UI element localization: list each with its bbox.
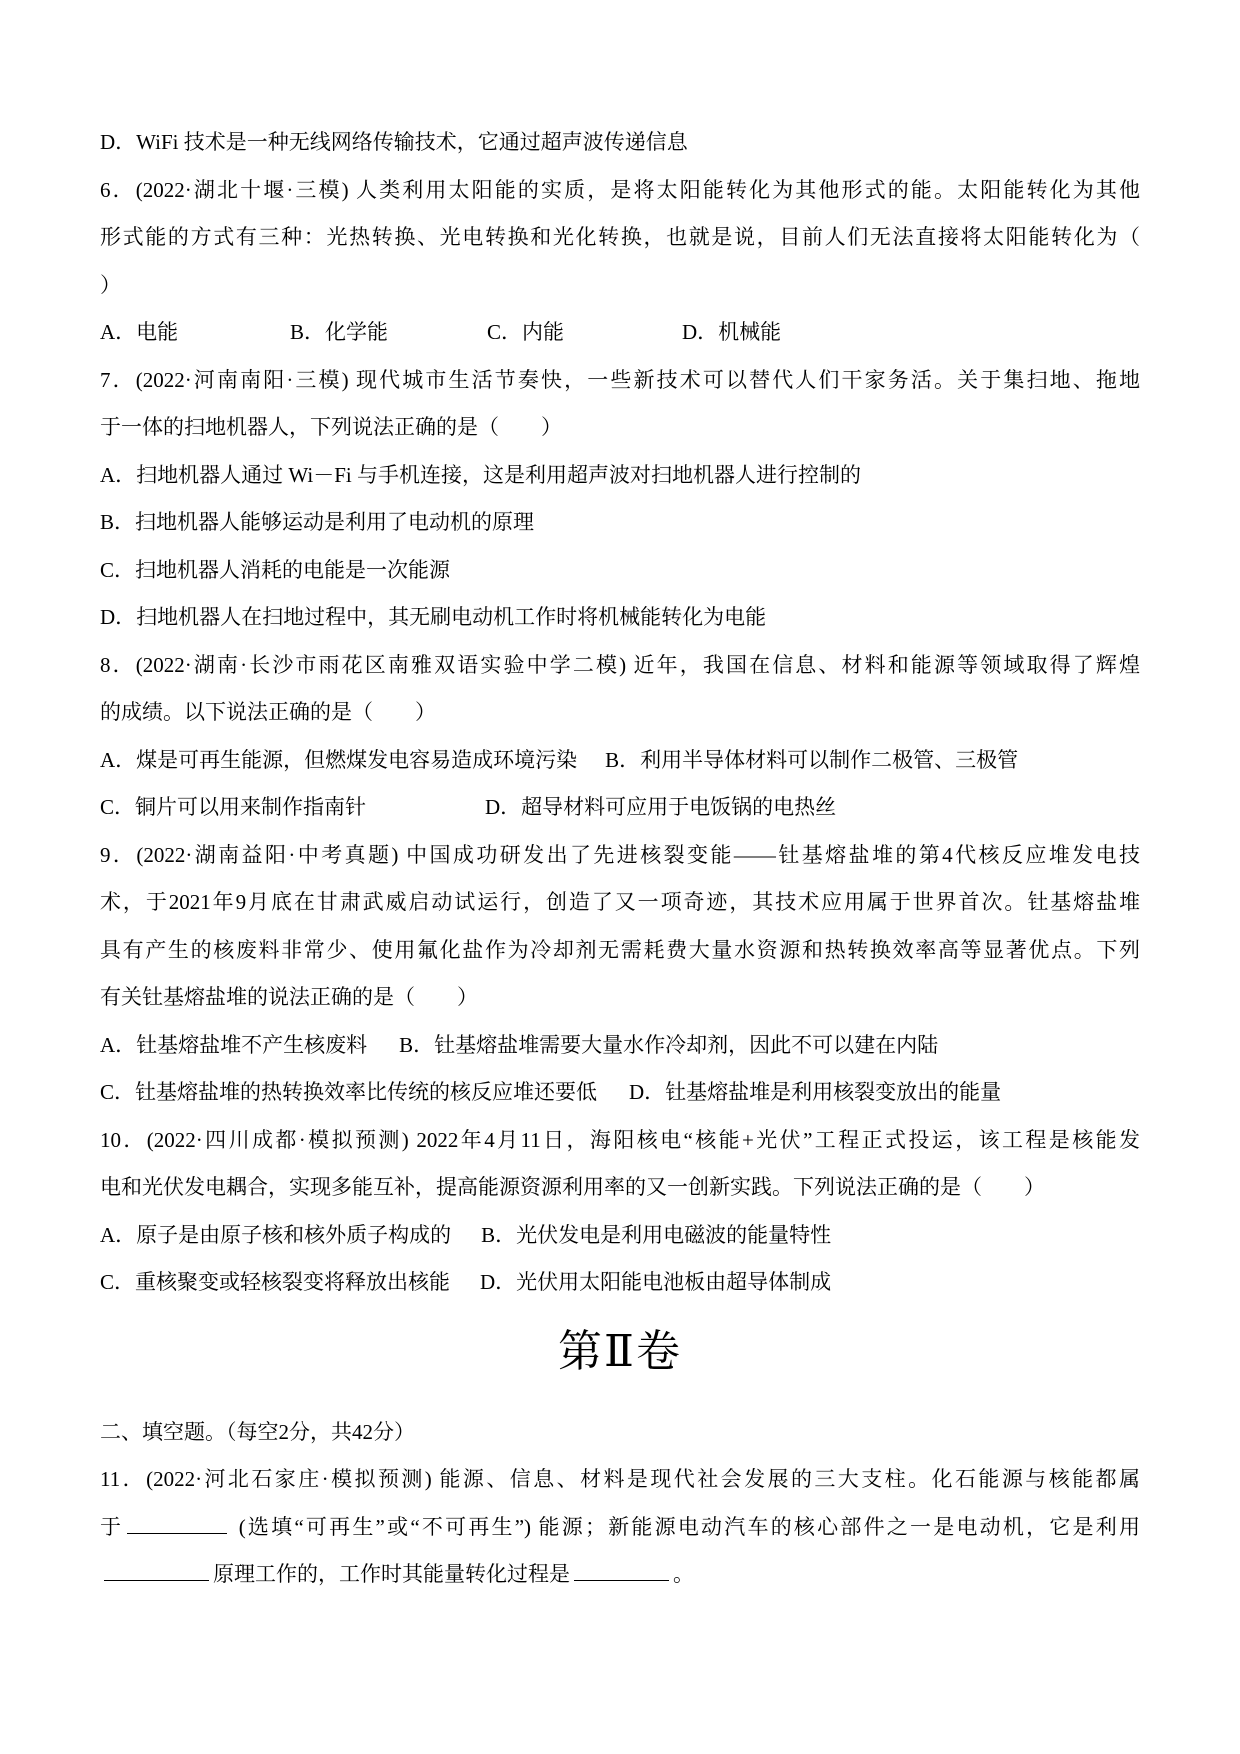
q7-option-d bbox=[100, 594, 1140, 642]
q8-options-ab bbox=[100, 737, 1140, 785]
q11-stem-line-3 bbox=[100, 1551, 1140, 1599]
text-segment: D．扫地机器人在扫地过程中，其无刷电动机工作时将机械能转化为电能 bbox=[100, 605, 767, 629]
text-segment: 术，于2021年9月底在甘肃武威启动试运行，创造了又一项奇迹，其技术应用属于世界首次。钍基熔盐堆 bbox=[100, 890, 1140, 914]
text-segment: 于 bbox=[100, 1514, 124, 1539]
text-segment: D．钍基熔盐堆是利用核裂变放出的能量 bbox=[629, 1080, 1002, 1104]
text-segment: A．煤是可再生能源，但燃煤发电容易造成环境污染 bbox=[100, 747, 578, 772]
text-segment: 10．(2022·四川成都·模拟预测) 2022年4月11日，海阳核电“核能+光伏”工程正式投运，该工程是核能发 bbox=[100, 1127, 1140, 1152]
q9-stem-line-3 bbox=[100, 927, 1140, 975]
q8-stem-line-1 bbox=[100, 642, 1140, 690]
q7-option-a bbox=[100, 452, 1140, 500]
option-slot: B．化学能 bbox=[290, 320, 389, 344]
text-segment: 第Ⅱ卷 bbox=[558, 1326, 682, 1376]
text-segment: 。 bbox=[673, 1562, 694, 1586]
q9-options-cd bbox=[100, 1069, 1140, 1117]
text-segment: 的成绩。以下说法正确的是（ ） bbox=[100, 700, 436, 724]
text-segment: B．扫地机器人能够运动是利用了电动机的原理 bbox=[100, 510, 535, 534]
text-segment: 11．(2022·河北石家庄·模拟预测) 能源、信息、材料是现代社会发展的三大支柱。化石能源与核能都属 bbox=[100, 1467, 1140, 1491]
text-segment: 有关钍基熔盐堆的说法正确的是（ ） bbox=[100, 985, 478, 1009]
q6-stem-line-2 bbox=[100, 214, 1140, 262]
option-slot: A．电能 bbox=[100, 320, 179, 344]
q9-stem-line-4 bbox=[100, 974, 1140, 1022]
text-segment: C．扫地机器人消耗的电能是一次能源 bbox=[100, 557, 451, 582]
text-segment: 于一体的扫地机器人，下列说法正确的是（ ） bbox=[100, 415, 562, 439]
q9-stem-line-2 bbox=[100, 879, 1140, 927]
text-segment: D．机械能 bbox=[682, 320, 782, 344]
q6-options-row bbox=[100, 309, 1140, 357]
q10-options-cd bbox=[100, 1259, 1140, 1307]
text-segment: 9．(2022·湖南益阳·中考真题) 中国成功研发出了先进核裂变能——钍基熔盐堆的第4代核反应堆发电技 bbox=[100, 842, 1140, 867]
text-segment: C．重核聚变或轻核裂变将释放出核能 bbox=[100, 1270, 451, 1294]
text-segment: 二、填空题。（每空2分，共42分） bbox=[100, 1419, 415, 1444]
option-slot: C．内能 bbox=[487, 320, 565, 344]
text-segment: B．光伏发电是利用电磁波的能量特性 bbox=[481, 1222, 832, 1247]
q6-stem-line-1 bbox=[100, 167, 1140, 215]
q8-stem-line-2 bbox=[100, 689, 1140, 737]
text-segment: B．钍基熔盐堆需要大量水作冷却剂，因此不可以建在内陆 bbox=[399, 1032, 939, 1057]
q7-stem-line-1 bbox=[100, 357, 1140, 405]
q9-options-ab bbox=[100, 1022, 1140, 1070]
text-segment: (选填“可再生”或“不可再生”) 能源；新能源电动汽车的核心部件之一是电动机，它是利用 bbox=[231, 1514, 1140, 1539]
text-segment: D．超导材料可应用于电饭锅的电热丝 bbox=[485, 795, 837, 819]
text-segment: C．钍基熔盐堆的热转换效率比传统的核反应堆还要低 bbox=[100, 1080, 598, 1104]
text-segment: 电和光伏发电耦合，实现多能互补，提高能源资源利用率的又一创新实践。下列说法正确的是（ ） bbox=[100, 1175, 1045, 1199]
text-segment: B．利用半导体材料可以制作二极管、三极管 bbox=[605, 747, 1019, 772]
fill-in-blank bbox=[574, 1575, 669, 1581]
text-segment: ） bbox=[100, 272, 121, 297]
q11-stem-line-1 bbox=[100, 1456, 1140, 1504]
exam-paper-content bbox=[100, 119, 1140, 1599]
q7-stem-line-2 bbox=[100, 404, 1140, 452]
q10-stem-line-1 bbox=[100, 1117, 1140, 1165]
q5-option-d bbox=[100, 119, 1140, 167]
q7-option-b bbox=[100, 499, 1140, 547]
text-segment: A．原子是由原子核和核外质子构成的 bbox=[100, 1222, 452, 1247]
text-segment: 6．(2022·湖北十堰·三模) 人类利用太阳能的实质，是将太阳能转化为其他形式的能。太阳能转化为其他 bbox=[100, 177, 1140, 202]
option-slot: C．铜片可以用来制作指南针 bbox=[100, 795, 367, 819]
q10-stem-line-2 bbox=[100, 1164, 1140, 1212]
q11-stem-line-2 bbox=[100, 1504, 1140, 1552]
q10-options-ab bbox=[100, 1212, 1140, 1260]
q7-option-c bbox=[100, 547, 1140, 595]
text-segment: 原理工作的，工作时其能量转化过程是 bbox=[213, 1562, 570, 1586]
text-segment: A．扫地机器人通过 Wi－Fi 与手机连接，这是利用超声波对扫地机器人进行控制的 bbox=[100, 462, 861, 487]
section2-subheading bbox=[100, 1409, 1140, 1457]
text-segment: 具有产生的核废料非常少、使用氟化盐作为冷却剂无需耗费大量水资源和热转换效率高等显著优点。下列 bbox=[100, 937, 1140, 962]
section2-title bbox=[100, 1309, 1140, 1394]
text-segment: 7．(2022·河南南阳·三模) 现代城市生活节奏快，一些新技术可以替代人们干家务活。关于集扫地、拖地 bbox=[100, 367, 1140, 392]
fill-in-blank bbox=[127, 1528, 227, 1534]
q6-stem-line-3 bbox=[100, 262, 1140, 310]
text-segment: D．光伏用太阳能电池板由超导体制成 bbox=[480, 1270, 832, 1294]
fill-in-blank bbox=[104, 1575, 209, 1581]
q8-options-cd bbox=[100, 784, 1140, 832]
q9-stem-line-1 bbox=[100, 832, 1140, 880]
text-segment: A．钍基熔盐堆不产生核废料 bbox=[100, 1032, 368, 1057]
text-segment: D．WiFi 技术是一种无线网络传输技术，它通过超声波传递信息 bbox=[100, 130, 688, 154]
text-segment: 8．(2022·湖南·长沙市雨花区南雅双语实验中学二模) 近年，我国在信息、材料和能源等领域取得了辉煌 bbox=[100, 652, 1140, 677]
text-segment: 形式能的方式有三种：光热转换、光电转换和光化转换，也就是说，目前人们无法直接将太阳能转化为（ bbox=[100, 225, 1140, 249]
